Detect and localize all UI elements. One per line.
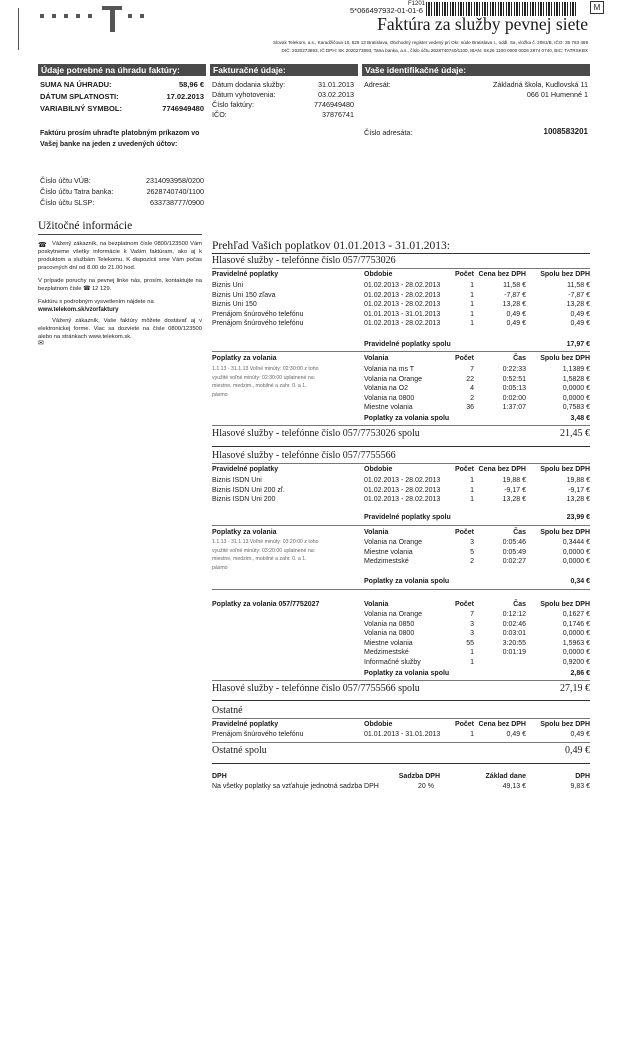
cell-time: 0:02:27 — [502, 558, 526, 565]
table-header — [212, 465, 590, 475]
cell-total: 0,0000 € — [562, 394, 590, 402]
cell-price: 0,49 € — [506, 310, 526, 318]
cell-total: 0,0000 € — [562, 385, 590, 392]
account-label: Číslo účtu Tatra banka: — [40, 187, 114, 196]
cell-count: 22 — [466, 375, 474, 383]
cell-total: 1,1389 € — [562, 366, 590, 373]
payment-note: Faktúru prosím uhraďte platobným príkazom vo Vašej banke na jeden z uvedených účtov: — [40, 130, 200, 148]
address-label: Adresát: — [364, 80, 391, 89]
cell-time: 0:01:19 — [502, 649, 526, 656]
vat-rate: 20 % — [418, 783, 434, 790]
table-row — [212, 319, 590, 329]
col-total: Spolu bez DPH — [540, 271, 590, 278]
cell-count: 3 — [470, 620, 474, 628]
cell-time: 0:52:51 — [502, 375, 526, 383]
amount-label: SUMA NA ÚHRADU: — [40, 80, 112, 89]
company-line-1: Slovak Telekom, a.s., Karadžičova 10, 825 13 Bratislava, Obchodný register vedený pri Okr. súde Bratislava I., oddl. Sa, vložka č. 2081/B, IČO: 35 763 469 — [272, 40, 588, 45]
cell-type: Medzimestské — [364, 649, 409, 656]
call-row — [212, 648, 590, 658]
cell-count: 3 — [470, 630, 474, 637]
cell-name: Biznis ISDN Uni 200 zľ. — [212, 486, 285, 494]
cell-total: -9,17 € — [568, 486, 590, 494]
col-count: Počet — [454, 721, 474, 728]
left-margin-mark — [18, 8, 19, 50]
cell-total: 0,1627 € — [562, 611, 590, 618]
cell-count: 1 — [470, 282, 474, 289]
invoice-row-label: Dátum dodania služby: — [212, 80, 286, 89]
regular-total-label: Pravidelné poplatky spolu — [364, 341, 451, 348]
cell-count: 36 — [466, 404, 474, 411]
addressee-no-label: Číslo adresáta: — [364, 128, 413, 137]
cell-count: 1 — [470, 291, 474, 299]
col-count: Počet — [454, 466, 474, 473]
cell-total: 0,49 € — [570, 320, 590, 327]
col-total: Spolu bez DPH — [540, 355, 590, 362]
account-row — [40, 187, 206, 197]
call-row — [212, 639, 590, 649]
cell-period: 01.02.2013 - 28.02.2013 — [364, 486, 441, 494]
col-time: Čas — [513, 529, 526, 536]
overview-divider — [212, 253, 590, 254]
cell-count: 1 — [470, 731, 474, 738]
col-name: Pravidelné poplatky — [212, 721, 279, 728]
cell-name: Biznis Uni 150 zľava — [212, 291, 276, 299]
call-row — [212, 403, 590, 413]
invoice-row — [212, 90, 356, 100]
call-row — [212, 557, 590, 567]
col-count: Počet — [454, 355, 474, 362]
variable-symbol-value: 7746949480 — [162, 104, 204, 113]
due-date-value: 17.02.2013 — [166, 92, 204, 101]
cell-total: 0,49 € — [570, 731, 590, 738]
account-value: 2628740740/1100 — [146, 187, 204, 196]
account-row — [40, 176, 206, 186]
cell-type: Volania na Orange — [364, 611, 422, 618]
cell-total: 0,7583 € — [562, 404, 590, 411]
divider — [212, 700, 590, 701]
envelope-icon: ✉ — [38, 340, 44, 347]
calls-total-row — [212, 414, 590, 424]
col-type: Volania — [364, 529, 389, 536]
col-time: Čas — [513, 601, 526, 608]
cell-time: 3:20:55 — [502, 639, 526, 647]
section-sum: 27,19 € — [560, 683, 590, 694]
col-name: Poplatky za volania — [212, 529, 277, 536]
col-total: Spolu bez DPH — [540, 466, 590, 473]
account-label: Číslo účtu SLSP: — [40, 198, 95, 207]
col-count: Počet — [454, 529, 474, 536]
vat-base-label: Základ dane — [485, 773, 526, 780]
call-row — [212, 548, 590, 558]
col-total: Spolu bez DPH — [540, 529, 590, 536]
col-price: Cena bez DPH — [478, 271, 526, 278]
section-sum-label: Hlasové služby - telefónne číslo 057/7753026 spolu — [212, 428, 420, 439]
invoice-row — [212, 110, 356, 120]
cell-period: 01.02.2013 - 28.02.2013 — [364, 320, 441, 327]
cell-count: 1 — [470, 658, 474, 666]
section-title: Hlasové služby - telefónne číslo 057/7755566 — [212, 450, 396, 461]
cell-count: 2 — [470, 394, 474, 402]
calls2-header — [212, 600, 590, 610]
calls2-total-row — [212, 669, 590, 679]
call-row — [212, 610, 590, 620]
cell-total: 11,58 € — [567, 282, 590, 289]
cell-count: 1 — [470, 486, 474, 494]
useful-p2: V prípade poruchy na pevnej linke nás, prosím, kontaktujte na bezplatnom čísle ☎ 12 129. — [38, 278, 202, 292]
useful-heading: Užitočné informácie — [38, 220, 202, 235]
payment-row — [40, 104, 206, 113]
telekom-logo — [40, 0, 160, 40]
call-row — [212, 620, 590, 630]
vzorfaktury-link[interactable]: www.telekom.sk/vzorfaktury — [38, 307, 119, 313]
invoice-row — [212, 80, 356, 90]
invoice-row-label: Číslo faktúry: — [212, 100, 254, 109]
cell-total: 0,0000 € — [562, 548, 590, 556]
cell-type: Volania na ms T — [364, 366, 415, 373]
cell-type: Volania na 0800 — [364, 394, 415, 402]
call-row — [212, 394, 590, 404]
cell-count: 3 — [470, 539, 474, 546]
cell-period: 01.01.2013 - 31.01.2013 — [364, 310, 441, 318]
amount-value: 58,96 € — [178, 80, 204, 89]
useful-p1: Vážený zákazník, na bezplatnom čísle 0800/123500 Vám poskytneme všetky informácie k Vašim faktúram, ako aj k produktom a službám Telekomu. K dispozícii sme Vám počas pracovných dní od 8.00 do 21.00 hod. — [38, 241, 202, 271]
cell-time: 0:05:49 — [502, 548, 526, 556]
col-period: Obdobie — [364, 466, 393, 473]
cell-count: 2 — [470, 558, 474, 565]
invoice-row-label: IČO: — [212, 110, 227, 119]
col-name: Pravidelné poplatky — [212, 271, 279, 278]
cell-count: 7 — [470, 611, 474, 618]
cell-total: 13,28 € — [566, 301, 590, 308]
table-row — [212, 476, 590, 486]
useful-p4: Vážený zákazník, Vaše faktúry môžete dostávať aj v elektronickej forme. Viac sa dozviete na čísle 0800/123500 alebo na stránkach www.telekom.sk. — [38, 318, 202, 340]
phone-icon: ☎ — [38, 242, 47, 249]
cell-time: 1:37:07 — [502, 404, 526, 411]
free-minutes-note: 1.1.13 - 31.1.13 Voľné minúty: 03:20:00 z toho využité voľné minúty: 03:20:00 uplatnené na: miestne, medzim., mobilné a zahr. 0. a 1. pásmo — [212, 539, 319, 571]
calls2-total-label: Poplatky za volania spolu — [364, 670, 450, 677]
section-other — [212, 705, 590, 760]
cell-name: Biznis Uni 150 — [212, 301, 257, 308]
invoice-row-label: Dátum vyhotovenia: — [212, 90, 276, 99]
col-price: Cena bez DPH — [478, 721, 526, 728]
col-total: Spolu bez DPH — [540, 721, 590, 728]
divider — [212, 763, 590, 764]
table-row — [212, 486, 590, 496]
cell-type: Volania na O2 — [364, 385, 408, 392]
cell-count: 1 — [470, 477, 474, 484]
payment-row — [40, 92, 206, 101]
cell-name: Prenájom šnúrového telefónu — [212, 731, 304, 738]
cell-price: 13,28 € — [502, 301, 526, 308]
cell-total: 0,9200 € — [562, 658, 590, 666]
divider — [212, 446, 590, 447]
overview-title: Prehľad Vašich poplatkov 01.01.2013 - 31.01.2013: — [212, 240, 450, 252]
call-row — [212, 375, 590, 385]
regular-total-row — [212, 340, 590, 350]
cell-price: -7,87 € — [504, 291, 526, 299]
table-row — [212, 495, 590, 505]
vat-value: 9,83 € — [570, 783, 590, 790]
doc-number: 5*066497932-01-01-6 — [350, 6, 423, 15]
calls-total-value: 0,34 € — [570, 578, 590, 585]
vat-label: DPH — [212, 773, 227, 780]
cell-count: 1 — [470, 301, 474, 308]
table-row — [212, 310, 590, 320]
cell-type: Volania na 0850 — [364, 620, 415, 628]
cell-price: 0,49 € — [506, 731, 526, 738]
cell-price: -9,17 € — [504, 486, 526, 494]
cell-time: 0:05:46 — [502, 539, 526, 546]
cell-time: 0:03:01 — [502, 630, 526, 637]
cell-count: 1 — [470, 310, 474, 318]
payment-row — [40, 80, 206, 89]
cell-count: 1 — [470, 320, 474, 327]
cell-total: 0,0000 € — [562, 649, 590, 656]
cell-time: 0:12:12 — [502, 611, 526, 618]
cell-name: Prenájom šnúrového telefónu — [212, 320, 304, 327]
account-value: 2314093958/0200 — [146, 176, 204, 185]
table-header — [212, 720, 590, 730]
cell-total: 0,1746 € — [562, 620, 590, 628]
useful-info — [38, 220, 202, 347]
section-7753026 — [212, 255, 590, 443]
invoice-row-value: 31.01.2013 — [318, 80, 354, 89]
table-row — [212, 730, 590, 740]
page-title: Faktúra za služby pevnej siete — [377, 14, 588, 34]
cell-type: Volania na 0800 — [364, 630, 415, 637]
invoice-row-value: 37876741 — [322, 110, 354, 119]
calls-header — [212, 528, 590, 538]
calls-total-label: Poplatky za volania spolu — [364, 415, 450, 422]
section-title: Hlasové služby - telefónne číslo 057/7753026 — [212, 255, 396, 266]
regular-total-value: 23,99 € — [566, 514, 590, 521]
cell-time: 0:05:13 — [502, 385, 526, 392]
cell-period: 01.02.2013 - 28.02.2013 — [364, 291, 441, 299]
invoice-data-heading: Fakturačné údaje: — [210, 64, 358, 76]
cell-type: Miestne volania — [364, 404, 413, 411]
cell-name: Prenájom šnúrového telefónu — [212, 310, 304, 318]
invoice-row-value: 03.02.2013 — [318, 90, 354, 99]
cell-count: 5 — [470, 548, 474, 556]
regular-total-row — [212, 513, 590, 523]
call-row — [212, 365, 590, 375]
calls-total-value: 3,48 € — [570, 415, 590, 422]
cell-type: Medzimestské — [364, 558, 409, 565]
col-period: Obdobie — [364, 721, 393, 728]
address-line-2: 066 01 Humenné 1 — [526, 90, 588, 99]
calls2-label: Poplatky za volania 057/7752027 — [212, 601, 320, 608]
cell-price: 13,28 € — [502, 496, 526, 503]
cell-count: 1 — [470, 649, 474, 656]
cell-price: 19,88 € — [502, 477, 526, 484]
calls-header — [212, 354, 590, 364]
vat-base: 49,13 € — [502, 783, 526, 790]
cell-count: 1 — [470, 496, 474, 503]
section-sum-label: Hlasové služby - telefónne číslo 057/7755566 spolu — [212, 683, 420, 694]
invoice-row — [212, 100, 356, 110]
col-type: Volania — [364, 355, 389, 362]
invoice-row-value: 7746949480 — [314, 100, 354, 109]
addressee-no: 1008583201 — [543, 127, 588, 136]
cell-total: 0,0000 € — [562, 558, 590, 565]
calls2-total-value: 2,86 € — [570, 670, 590, 677]
col-total: Spolu bez DPH — [540, 601, 590, 608]
vat-note: Na všetky poplatky sa vzťahuje jednotná sadzba DPH — [212, 783, 379, 790]
invoice-data-section — [210, 64, 358, 119]
cell-total: -7,87 € — [568, 291, 590, 299]
section-7755566 — [212, 450, 590, 700]
company-line-2: DIČ: 2020273893, IČ DPH: SK 2020273893, Tatra banka, a.s., číslo účtu 2628740740/1100, IBAN: SK26 1100 0000 0026 2874 0740, BIC: TATRSKBX — [281, 48, 588, 53]
cell-count: 4 — [470, 385, 474, 392]
cell-name: Biznis Uni — [212, 282, 244, 289]
table-header — [212, 270, 590, 280]
section-sum: 0,49 € — [565, 745, 590, 756]
doc-small-id: F1201 — [408, 1, 426, 7]
cell-type: Miestne volania — [364, 548, 413, 556]
cell-period: 01.02.2013 - 28.02.2013 — [364, 301, 441, 308]
cell-period: 01.02.2013 - 28.02.2013 — [364, 496, 441, 503]
cell-total: 0,0000 € — [562, 630, 590, 637]
col-type: Volania — [364, 601, 389, 608]
call-row — [212, 629, 590, 639]
col-count: Počet — [454, 271, 474, 278]
calls-total-row — [212, 577, 590, 587]
cell-time: 0:02:00 — [502, 394, 526, 402]
table-row — [212, 281, 590, 291]
col-name: Poplatky za volania — [212, 355, 277, 362]
col-name: Pravidelné poplatky — [212, 466, 279, 473]
cell-period: 01.02.2013 - 28.02.2013 — [364, 282, 441, 289]
free-minutes-note: 1.1.13 - 31.1.13 Voľné minúty: 02:30:00 z toho využité voľné minúty: 02:30:00 uplatnené na: miestne, medzim., mobilné a zahr. 0. a 1. pásmo — [212, 366, 319, 398]
vat-section — [212, 769, 590, 799]
calls-total-label: Poplatky za volania spolu — [364, 578, 450, 585]
cell-type: Informačné služby — [364, 658, 421, 666]
due-date-label: DÁTUM SPLATNOSTI: — [40, 92, 119, 101]
useful-p3: Faktúru s podrobným vysvetlením nájdete na — [38, 299, 154, 305]
cell-total: 19,88 € — [566, 477, 590, 484]
vat-value-label: DPH — [575, 773, 590, 780]
variable-symbol-label: VARIABILNÝ SYMBOL: — [40, 104, 122, 113]
cell-time: 0:22:33 — [502, 366, 526, 373]
cell-total: 0,3444 € — [562, 539, 590, 546]
badge: M — [590, 1, 604, 14]
cell-total: 0,49 € — [570, 310, 590, 318]
cell-total: 1,5963 € — [562, 639, 590, 647]
cell-price: 0,49 € — [506, 320, 526, 327]
section-sum: 21,45 € — [560, 428, 590, 439]
cell-count: 7 — [470, 366, 474, 373]
cell-name: Biznis ISDN Uni — [212, 477, 262, 484]
cell-price: 11,58 € — [503, 282, 526, 289]
table-row — [212, 291, 590, 301]
col-price: Cena bez DPH — [478, 466, 526, 473]
vat-rate-label: Sadzba DPH — [398, 773, 440, 780]
call-row — [212, 538, 590, 548]
identification-section — [362, 64, 590, 137]
account-row — [40, 198, 206, 208]
payment-heading: Údaje potrebné na úhradu faktúry: — [38, 64, 206, 76]
cell-type: Volania na Orange — [364, 375, 422, 383]
address-line-1: Základná škola, Kudlovská 11 — [493, 80, 588, 89]
col-count: Počet — [454, 601, 474, 608]
cell-count: 55 — [466, 639, 474, 647]
cell-total: 1,5828 € — [562, 375, 590, 383]
col-period: Obdobie — [364, 271, 393, 278]
cell-type: Volania na Orange — [364, 539, 422, 546]
section-sum-label: Ostatné spolu — [212, 745, 267, 756]
cell-total: 13,28 € — [566, 496, 590, 503]
payment-section — [38, 64, 206, 207]
cell-type: Miestne volania — [364, 639, 413, 647]
table-row — [212, 300, 590, 310]
col-time: Čas — [513, 355, 526, 362]
account-label: Číslo účtu VÚB: — [40, 176, 91, 185]
vat-row — [212, 782, 590, 792]
cell-period: 01.02.2013 - 28.02.2013 — [364, 477, 441, 484]
cell-name: Biznis ISDN Uni 200 — [212, 496, 276, 503]
cell-time: 0:02:46 — [502, 620, 526, 628]
cell-period: 01.01.2013 - 31.01.2013 — [364, 731, 441, 738]
call-row — [212, 384, 590, 394]
account-value: 633738777/0900 — [150, 198, 204, 207]
call-row — [212, 658, 590, 668]
identification-heading: Vaše identifikačné údaje: — [362, 64, 590, 76]
vat-header — [212, 772, 590, 782]
regular-total-value: 17,97 € — [566, 341, 590, 348]
section-title: Ostatné — [212, 705, 243, 716]
regular-total-label: Pravidelné poplatky spolu — [364, 514, 451, 521]
